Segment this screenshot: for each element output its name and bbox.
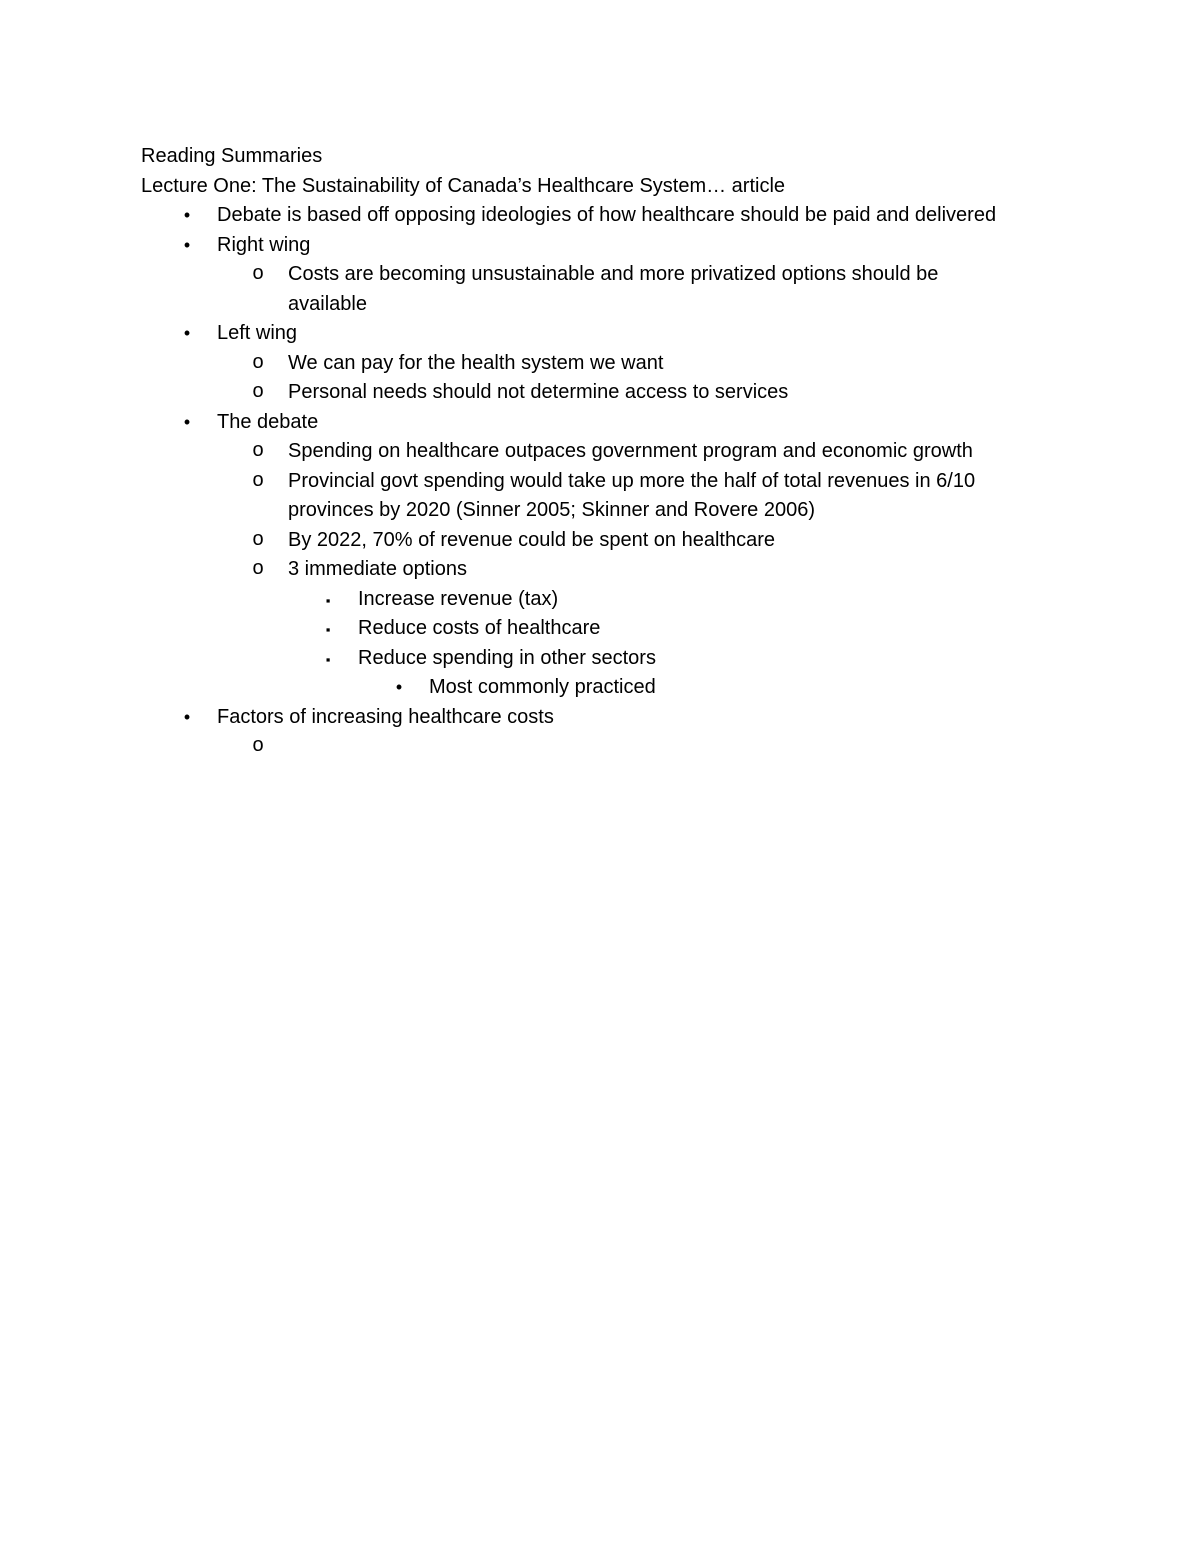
circle-bullet-icon: o: [252, 380, 264, 402]
list-item: o 3 immediate options: [141, 555, 998, 585]
document-title: Reading Summaries: [141, 145, 323, 167]
list-item: o Provincial govt spending would take up more the half of total revenues in 6/10 provinces by 2020 (Sinner 2005; Skinner and Rovere 2006): [141, 467, 998, 526]
list-item: o We can pay for the health system we want: [141, 349, 998, 379]
bullet-icon: •: [183, 205, 191, 225]
square-bullet-icon: ▪: [325, 651, 331, 667]
bullet-icon: •: [183, 706, 191, 727]
bullet-icon: •: [183, 323, 191, 343]
list-item: o By 2022, 70% of revenue could be spent on healthcare: [141, 526, 998, 556]
bullet-icon: •: [183, 234, 191, 255]
list-item: ▪ Reduce spending in other sectors: [141, 644, 1101, 674]
circle-bullet-icon: o: [252, 439, 264, 461]
list-item: ▪ Reduce costs of healthcare: [141, 614, 1101, 644]
list-item: [141, 732, 998, 762]
circle-bullet-icon: o: [252, 262, 264, 284]
square-bullet-icon: ▪: [325, 622, 331, 637]
circle-bullet-icon: o: [252, 734, 264, 756]
list-item: • Debate is based off opposing ideologies of how healthcare should be paid and delivered: [141, 201, 1101, 231]
list-item: o Personal needs should not determine access to services: [141, 378, 998, 408]
list-item: o Spending on healthcare outpaces government program and economic growth: [141, 437, 998, 467]
circle-bullet-icon: o: [252, 468, 264, 491]
circle-bullet-icon: o: [252, 527, 264, 550]
lecture-heading: Lecture One: The Sustainability of Canada’s Healthcare System… article: [141, 174, 786, 197]
list-item: • Factors of increasing healthcare costs: [141, 703, 1101, 733]
list-item: • Right wing: [141, 231, 1101, 261]
bullet-icon: •: [395, 677, 403, 697]
list-item: • Left wing: [141, 319, 1101, 349]
list-item: • Most commonly practiced: [141, 673, 1101, 703]
circle-bullet-icon: o: [252, 350, 264, 373]
circle-bullet-icon: o: [252, 557, 264, 579]
list-item: ▪ Increase revenue (tax): [141, 585, 1101, 615]
square-bullet-icon: ▪: [325, 592, 331, 608]
list-item: o Costs are becoming unsustainable and more privatized options should be available: [141, 260, 998, 319]
bullet-icon: •: [183, 411, 191, 432]
list-item: • The debate: [141, 408, 1101, 438]
document-body: [141, 142, 1101, 762]
